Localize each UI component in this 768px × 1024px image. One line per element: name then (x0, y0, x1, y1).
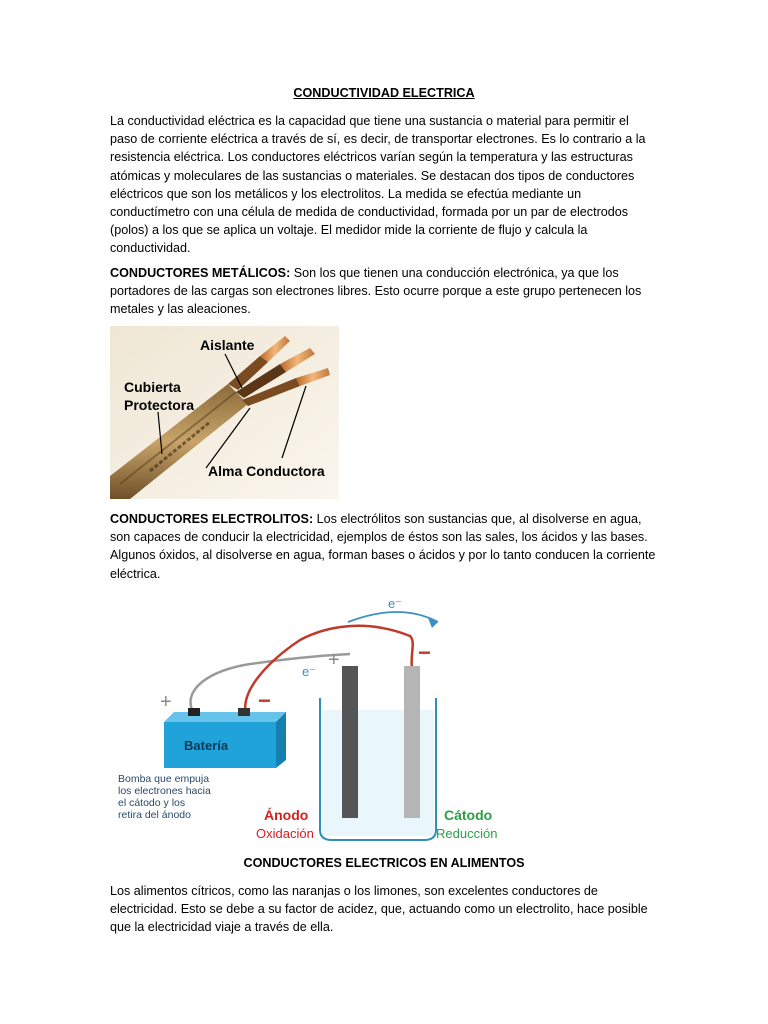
minus-sign-top: − (418, 640, 431, 665)
cathode-label: Cátodo (444, 807, 493, 823)
cable-illustration (110, 326, 339, 499)
battery-caption-line4: retira del ánodo (118, 809, 191, 821)
battery-label: Batería (184, 738, 229, 753)
anode-label: Ánodo (264, 807, 309, 823)
intro-paragraph: La conductividad eléctrica es la capacidad que tiene una sustancia o material para permitir el paso de corriente eléctrica a través de sí, es decir, de transportar electrones. Es lo contrario a la resistencia eléctrica. Los conductores eléctricos varían según la temperatura y las estructuras atómicas y moleculares de las sustancias o materiales. Se destacan dos tipos de conductores eléctricos que son los metálicos y los electrolitos. La medida se efectúa mediante un conductímetro con una célula de medida de conductividad, formada por un par de electrodos (polos) a los que se aplica un voltaje. El medidor mide la corriente de flujo y calcula la conductividad. (110, 114, 646, 256)
cathode-electrode (404, 666, 420, 818)
metallic-heading: CONDUCTORES METÁLICOS: (110, 266, 291, 280)
cathode-sublabel: Reducción (436, 826, 498, 841)
electrolyte-text: Los electrólitos son sustancias que, al disolverse en agua, son capaces de conducir la electricidad, ejemplos de éstos son las sales, los ácidos y las bases. Algunos óxidos, al disolverse en agua, forman bases o ácidos y por lo tanto conducen la corriente eléctrica. (110, 512, 656, 581)
battery-minus-sign: − (258, 688, 271, 713)
battery-caption-line3: el cátodo y los (118, 797, 186, 809)
battery-caption-line1: Bomba que empuja (118, 773, 210, 785)
label-core: Alma Conductora (208, 463, 325, 479)
metallic-paragraph (110, 264, 658, 319)
page-title: CONDUCTIVIDAD ELECTRICA (293, 86, 475, 100)
electron-label-top: e⁻ (388, 596, 403, 611)
food-conductors-heading: CONDUCTORES ELECTRICOS EN ALIMENTOS (243, 856, 525, 870)
electrolyte-heading: CONDUCTORES ELECTROLITOS: (110, 512, 314, 526)
label-insulator: Aislante (200, 337, 255, 353)
anode-electrode (342, 666, 358, 818)
battery-caption-line2: los electrones hacia (118, 785, 211, 797)
label-cover-line2: Protectora (124, 397, 195, 413)
electron-label-left: e⁻ (302, 664, 317, 679)
food-paragraph: Los alimentos cítricos, como las naranjas o los limones, son excelentes conductores de electricidad. Esto se debe a su factor de acidez, que, actuando como un electrolito, hace posible que la electricidad viaje a través de ella. (110, 884, 648, 935)
label-cover-line1: Cubierta (124, 379, 181, 395)
plus-sign-top: + (328, 649, 340, 671)
anode-sublabel: Oxidación (256, 826, 314, 841)
battery-plus-sign: + (160, 691, 172, 713)
electrolytic-cell-illustration (110, 590, 525, 848)
electrolyte-paragraph (110, 510, 658, 583)
metallic-text: Son los que tienen una conducción electrónica, ya que los portadores de las cargas son electrones libres. Esto ocurre porque a este grupo pertenecen los metales y las aleaciones. (110, 266, 642, 317)
